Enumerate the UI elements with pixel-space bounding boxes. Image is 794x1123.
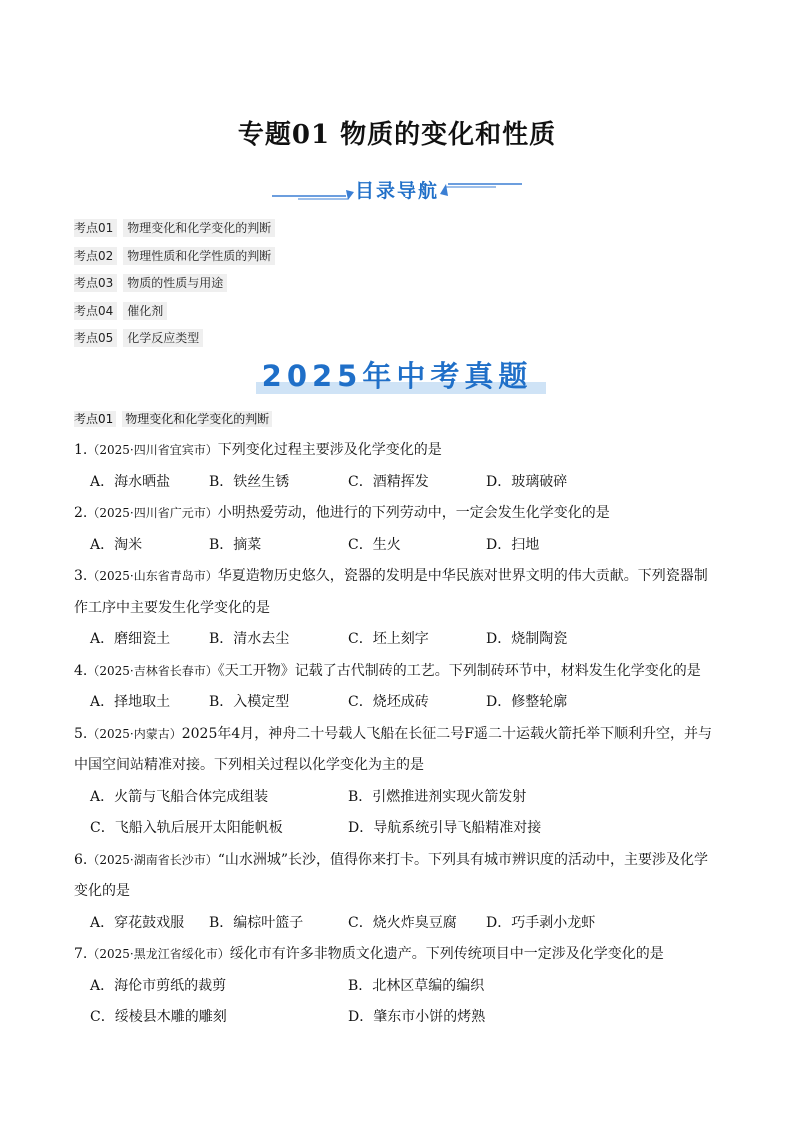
question-stem: 1.（2025·四川省宜宾市）下列变化过程主要涉及化学变化的是	[74, 442, 442, 458]
toc-item[interactable]: 考点03 物质的性质与用途	[74, 274, 275, 302]
option-d[interactable]: D．扫地	[486, 536, 540, 553]
option-d[interactable]: D．玻璃破碎	[486, 473, 568, 490]
options-row	[74, 976, 726, 1008]
question	[74, 850, 726, 945]
table-of-contents	[74, 219, 275, 357]
option-c[interactable]: C．烧火炸臭豆腐	[348, 914, 457, 931]
question	[74, 566, 726, 661]
option-a[interactable]: A．海水晒盐	[90, 473, 171, 490]
option-b[interactable]: B．入模定型	[209, 694, 290, 710]
question	[74, 944, 726, 1039]
option-a[interactable]: A．磨细瓷土	[90, 631, 171, 647]
toc-item[interactable]: 考点05 化学反应类型	[74, 329, 275, 357]
toc-item[interactable]: 考点04 催化剂	[74, 302, 275, 330]
option-c[interactable]: C．飞船入轨后展开太阳能帆板	[90, 820, 283, 836]
question-stem: 7.（2025·黑龙江省绥化市）绥化市有许多非物质文化遗产。下列传统项目中一定涉及化学变化的是	[74, 946, 664, 962]
question	[74, 440, 726, 503]
question-stem: 4.（2025·吉林省长春市）《天工开物》记载了古代制砖的工艺。下列制砖环节中，材料发生化学变化的是	[74, 662, 701, 679]
option-a[interactable]: A．火箭与飞船合体完成组装	[90, 788, 269, 805]
option-b[interactable]: B．摘菜	[209, 536, 262, 553]
option-d[interactable]: D．巧手剥小龙虾	[486, 914, 596, 931]
question-stem-continued: 中国空间站精准对接。下列相关过程以化学变化为主的是	[74, 757, 424, 773]
option-d[interactable]: D．肇东市小饼的烤熟	[348, 1009, 486, 1025]
option-b[interactable]: B．北林区草编的编织	[348, 977, 485, 994]
option-a[interactable]: A．海伦市剪纸的裁剪	[90, 977, 227, 994]
option-b[interactable]: B．编棕叶篮子	[209, 914, 304, 931]
question-stem-continued: 变化的是	[74, 883, 130, 899]
section-banner	[244, 354, 550, 398]
toc-item[interactable]: 考点01 物理变化和化学变化的判断	[74, 219, 275, 247]
question	[74, 503, 726, 566]
section-heading: 考点01 物理变化和化学变化的判断	[74, 410, 272, 427]
toc-item[interactable]: 考点02 物理性质和化学性质的判断	[74, 247, 275, 275]
question-list	[74, 440, 726, 1039]
question-stem: 5.（2025·内蒙古）2025年4月，神舟二十号载人飞船在长征二号F遥二十运载火箭托举下顺利升空，并与	[74, 725, 712, 742]
right-ornament-icon	[436, 176, 526, 206]
question	[74, 661, 726, 724]
question	[74, 724, 726, 850]
option-d[interactable]: D．导航系统引导飞船精准对接	[348, 820, 542, 836]
toc-header-label: 目录导航	[354, 180, 439, 202]
question-stem: 6.（2025·湖南省长沙市）“山水洲城”长沙，值得你来打卡。下列具有城市辨识度的活动中，主要涉及化学	[74, 851, 709, 868]
option-c[interactable]: C．生火	[348, 536, 401, 553]
options-row	[74, 818, 726, 850]
option-a[interactable]: A．穿花鼓戏服	[90, 914, 185, 931]
question-stem-continued: 作工序中主要发生化学变化的是	[74, 599, 270, 616]
question-stem: 3.（2025·山东省青岛市）华夏造物历史悠久，瓷器的发明是中华民族对世界文明的伟大贡献。下列瓷器制	[74, 568, 708, 584]
option-a[interactable]: A．择地取土	[90, 694, 171, 710]
option-b[interactable]: B．铁丝生锈	[209, 473, 290, 490]
options-row	[74, 1007, 726, 1039]
options-row	[74, 787, 726, 819]
option-c[interactable]: C．绥棱县木雕的雕刻	[90, 1009, 227, 1025]
options-row	[74, 472, 726, 504]
options-row	[74, 535, 726, 567]
option-c[interactable]: C．坯上刻字	[348, 631, 429, 647]
options-row	[74, 692, 726, 724]
banner-title: 2025年中考真题	[261, 359, 533, 393]
option-d[interactable]: D．烧制陶瓷	[486, 631, 568, 647]
option-d[interactable]: D．修整轮廓	[486, 694, 568, 710]
option-c[interactable]: C．酒精挥发	[348, 473, 429, 490]
option-b[interactable]: B．引燃推进剂实现火箭发射	[348, 788, 527, 805]
option-c[interactable]: C．烧坯成砖	[348, 694, 429, 710]
options-row	[74, 629, 726, 661]
question-stem: 2.（2025·四川省广元市）小明热爱劳动，他进行的下列劳动中，一定会发生化学变化的是	[74, 505, 610, 521]
toc-header	[268, 176, 526, 206]
option-b[interactable]: B．清水去尘	[209, 631, 290, 647]
option-a[interactable]: A．淘米	[90, 536, 143, 553]
page-title: 专题01 物质的变化和性质	[237, 120, 557, 150]
options-row	[74, 913, 726, 945]
